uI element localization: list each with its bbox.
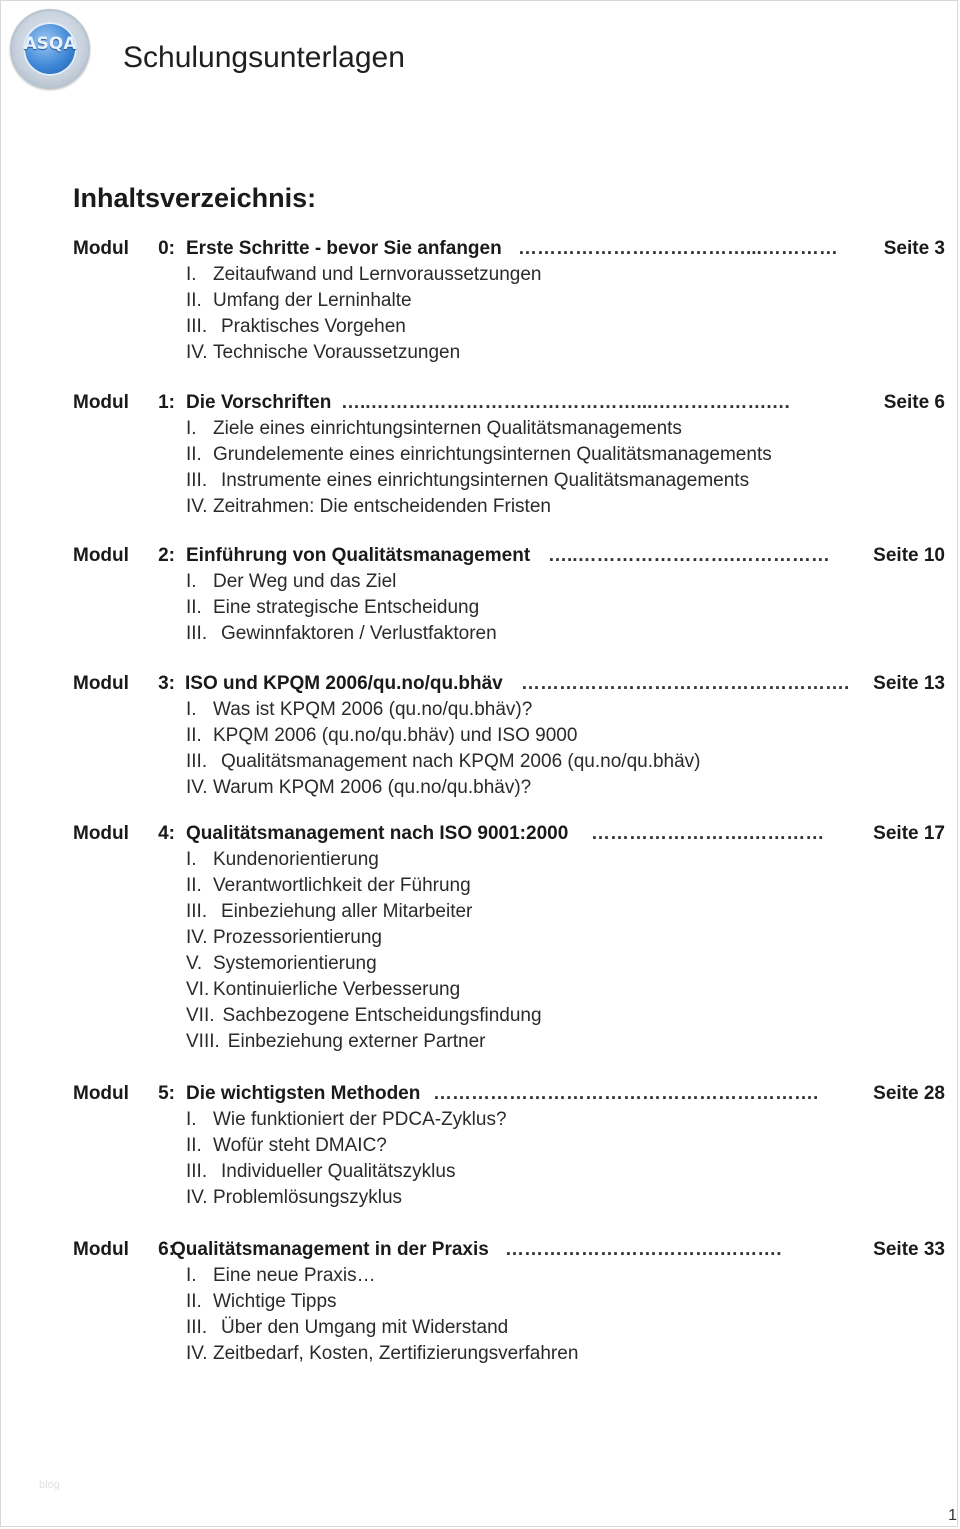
subitem-text: Einbeziehung aller Mitarbeiter [221, 901, 473, 922]
subitem-numeral: IV. [186, 1187, 208, 1208]
toc-module-5 [73, 1083, 945, 1213]
module-number: 5: [158, 1083, 175, 1104]
module-label: Modul [73, 673, 129, 694]
subitem-numeral: I. [186, 418, 197, 439]
module-title: Erste Schritte - bevor Sie anfangen [186, 238, 502, 259]
toc-module-4 [73, 823, 945, 1057]
subitem-text: Zeitrahmen: Die entscheidenden Fristen [213, 496, 551, 517]
toc-subitem [73, 290, 945, 316]
leader-dots: ……………………………………………. [521, 673, 850, 694]
module-page-ref: Seite 33 [873, 1239, 945, 1260]
toc-module-header [73, 1083, 945, 1109]
subitem-numeral: I. [186, 264, 197, 285]
toc-subitem [73, 1187, 945, 1213]
toc-module-header [73, 392, 945, 418]
subitem-text: Systemorientierung [213, 953, 377, 974]
toc-subitem [73, 1317, 945, 1343]
module-page-ref: Seite 28 [873, 1083, 945, 1104]
subitem-numeral: IV. [186, 496, 208, 517]
subitem-numeral: II. [186, 1291, 202, 1312]
subitem-text: Kontinuierliche Verbesserung [213, 979, 461, 1000]
subitem-numeral: VIII. [186, 1031, 220, 1052]
subitem-text: Instrumente eines einrichtungsinternen Qualitätsmanagements [221, 470, 750, 491]
subitem-text: Prozessorientierung [213, 927, 382, 948]
subitem-numeral: IV. [186, 777, 208, 798]
subitem-text: Über den Umgang mit Widerstand [221, 1317, 509, 1338]
module-title: Qualitätsmanagement in der Praxis [171, 1239, 489, 1260]
subitem-text: Grundelemente eines einrichtungsinternen Qualitätsmanagements [213, 444, 772, 465]
subitem-text: Zeitbedarf, Kosten, Zertifizierungsverfahren [213, 1343, 579, 1364]
module-page-ref: Seite 13 [873, 673, 945, 694]
subitem-numeral: I. [186, 699, 197, 720]
module-page-ref: Seite 6 [883, 392, 945, 413]
module-page-ref: Seite 17 [873, 823, 945, 844]
subitem-numeral: III. [186, 623, 208, 644]
subitem-text: Der Weg und das Ziel [213, 571, 397, 592]
toc-subitem [73, 1343, 945, 1369]
subitem-numeral: II. [186, 444, 202, 465]
module-title: Qualitätsmanagement nach ISO 9001:2000 [186, 823, 569, 844]
module-title: ISO und KPQM 2006/qu.no/qu.bhäv [185, 673, 503, 694]
module-label: Modul [73, 823, 129, 844]
subitem-numeral: IV. [186, 1343, 208, 1364]
subitem-numeral: IV. [186, 927, 208, 948]
module-title: Die wichtigsten Methoden [186, 1083, 421, 1104]
subitem-text: Sachbezogene Entscheidungsfindung [222, 1005, 542, 1026]
module-label: Modul [73, 1083, 129, 1104]
module-number: 1: [158, 392, 175, 413]
module-number: 4: [158, 823, 175, 844]
module-number: 6: [158, 1239, 175, 1260]
leader-dots: ………………………………...………… [518, 238, 838, 259]
toc-module-2 [73, 545, 945, 649]
module-label: Modul [73, 545, 129, 566]
toc-subitem [73, 901, 945, 927]
toc-subitem [73, 444, 945, 470]
toc-module-header [73, 823, 945, 849]
module-number: 3: [158, 673, 175, 694]
toc-subitem [73, 875, 945, 901]
subitem-text: Individueller Qualitätszyklus [221, 1161, 456, 1182]
subitem-text: Kundenorientierung [213, 849, 379, 870]
subitem-text: Qualitätsmanagement nach KPQM 2006 (qu.no/qu.bhäv) [221, 751, 701, 772]
toc-module-3 [73, 673, 945, 803]
subitem-numeral: III. [186, 470, 208, 491]
toc-subitem [73, 725, 945, 751]
subitem-numeral: VII. [186, 1005, 215, 1026]
toc-module-1 [73, 392, 945, 522]
toc-module-header [73, 1239, 945, 1265]
document-title: Schulungsunterlagen [123, 41, 405, 74]
watermark: blog [39, 1479, 60, 1491]
module-number: 2: [158, 545, 175, 566]
subitem-numeral: II. [186, 875, 202, 896]
leader-dots: …………………….………… [591, 823, 825, 844]
toc-subitem [73, 418, 945, 444]
leader-dots: …..……………………………………...……………….… [341, 392, 791, 413]
subitem-numeral: III. [186, 1161, 208, 1182]
asqa-logo [10, 9, 90, 89]
subitem-text: Wichtige Tipps [213, 1291, 337, 1312]
toc-subitem [73, 264, 945, 290]
subitem-text: Zeitaufwand und Lernvoraussetzungen [213, 264, 542, 285]
toc-subitem [73, 623, 945, 649]
subitem-numeral: I. [186, 1265, 197, 1286]
subitem-text: Warum KPQM 2006 (qu.no/qu.bhäv)? [213, 777, 532, 798]
subitem-text: Ziele eines einrichtungsinternen Qualitätsmanagements [213, 418, 682, 439]
toc-module-0 [73, 238, 945, 368]
logo-text: ASQA [23, 34, 77, 54]
toc-subitem [73, 1135, 945, 1161]
toc-subitem [73, 953, 945, 979]
leader-dots: …………………………….………. [505, 1239, 782, 1260]
toc-subitem [73, 1161, 945, 1187]
subitem-text: Was ist KPQM 2006 (qu.no/qu.bhäv)? [213, 699, 533, 720]
subitem-text: Technische Voraussetzungen [213, 342, 461, 363]
subitem-text: Gewinnfaktoren / Verlustfaktoren [221, 623, 497, 644]
toc-subitem [73, 571, 945, 597]
subitem-numeral: I. [186, 1109, 197, 1130]
module-title: Einführung von Qualitätsmanagement [186, 545, 531, 566]
module-title: Die Vorschriften [186, 392, 332, 413]
subitem-text: Umfang der Lerninhalte [213, 290, 412, 311]
toc-subitem [73, 849, 945, 875]
toc-subitem [73, 597, 945, 623]
toc-subitem [73, 777, 945, 803]
subitem-numeral: III. [186, 316, 208, 337]
subitem-numeral: II. [186, 725, 202, 746]
subitem-numeral: III. [186, 901, 208, 922]
toc-subitem [73, 316, 945, 342]
page-number: 1 [948, 1507, 957, 1524]
subitem-text: Wie funktioniert der PDCA-Zyklus? [213, 1109, 507, 1130]
subitem-text: Eine strategische Entscheidung [213, 597, 480, 618]
subitem-text: Praktisches Vorgehen [221, 316, 406, 337]
toc-heading: Inhaltsverzeichnis: [73, 183, 317, 213]
toc-subitem [73, 342, 945, 368]
toc-module-header [73, 238, 945, 264]
toc-subitem [73, 1109, 945, 1135]
subitem-numeral: II. [186, 1135, 202, 1156]
subitem-numeral: II. [186, 597, 202, 618]
subitem-text: Wofür steht DMAIC? [213, 1135, 387, 1156]
toc-module-header [73, 545, 945, 571]
subitem-text: Verantwortlichkeit der Führung [213, 875, 471, 896]
toc-subitem [73, 927, 945, 953]
subitem-numeral: VI. [186, 979, 210, 1000]
toc-module-header [73, 673, 945, 699]
toc-subitem [73, 979, 945, 1005]
leader-dots: …..…………………….…………… [548, 545, 830, 566]
subitem-text: KPQM 2006 (qu.no/qu.bhäv) und ISO 9000 [213, 725, 578, 746]
subitem-text: Eine neue Praxis… [213, 1265, 376, 1286]
toc-subitem [73, 1265, 945, 1291]
toc-subitem [73, 1291, 945, 1317]
subitem-numeral: I. [186, 849, 197, 870]
subitem-numeral: II. [186, 290, 202, 311]
module-label: Modul [73, 238, 129, 259]
toc-subitem [73, 496, 945, 522]
subitem-numeral: IV. [186, 342, 208, 363]
subitem-numeral: III. [186, 751, 208, 772]
toc-subitem [73, 1005, 945, 1031]
module-number: 0: [158, 238, 175, 259]
module-page-ref: Seite 3 [883, 238, 945, 259]
toc-subitem [73, 699, 945, 725]
toc-subitem [73, 470, 945, 496]
subitem-numeral: III. [186, 1317, 208, 1338]
module-page-ref: Seite 10 [873, 545, 945, 566]
toc-subitem [73, 751, 945, 777]
subitem-numeral: I. [186, 571, 197, 592]
subitem-text: Einbeziehung externer Partner [227, 1031, 486, 1052]
toc-subitem [73, 1031, 945, 1057]
subitem-text: Problemlösungszyklus [213, 1187, 403, 1208]
leader-dots: ……………………………………………………. [433, 1083, 819, 1104]
subitem-numeral: V. [186, 953, 203, 974]
module-label: Modul [73, 392, 129, 413]
module-label: Modul [73, 1239, 129, 1260]
toc-module-6 [73, 1239, 945, 1369]
